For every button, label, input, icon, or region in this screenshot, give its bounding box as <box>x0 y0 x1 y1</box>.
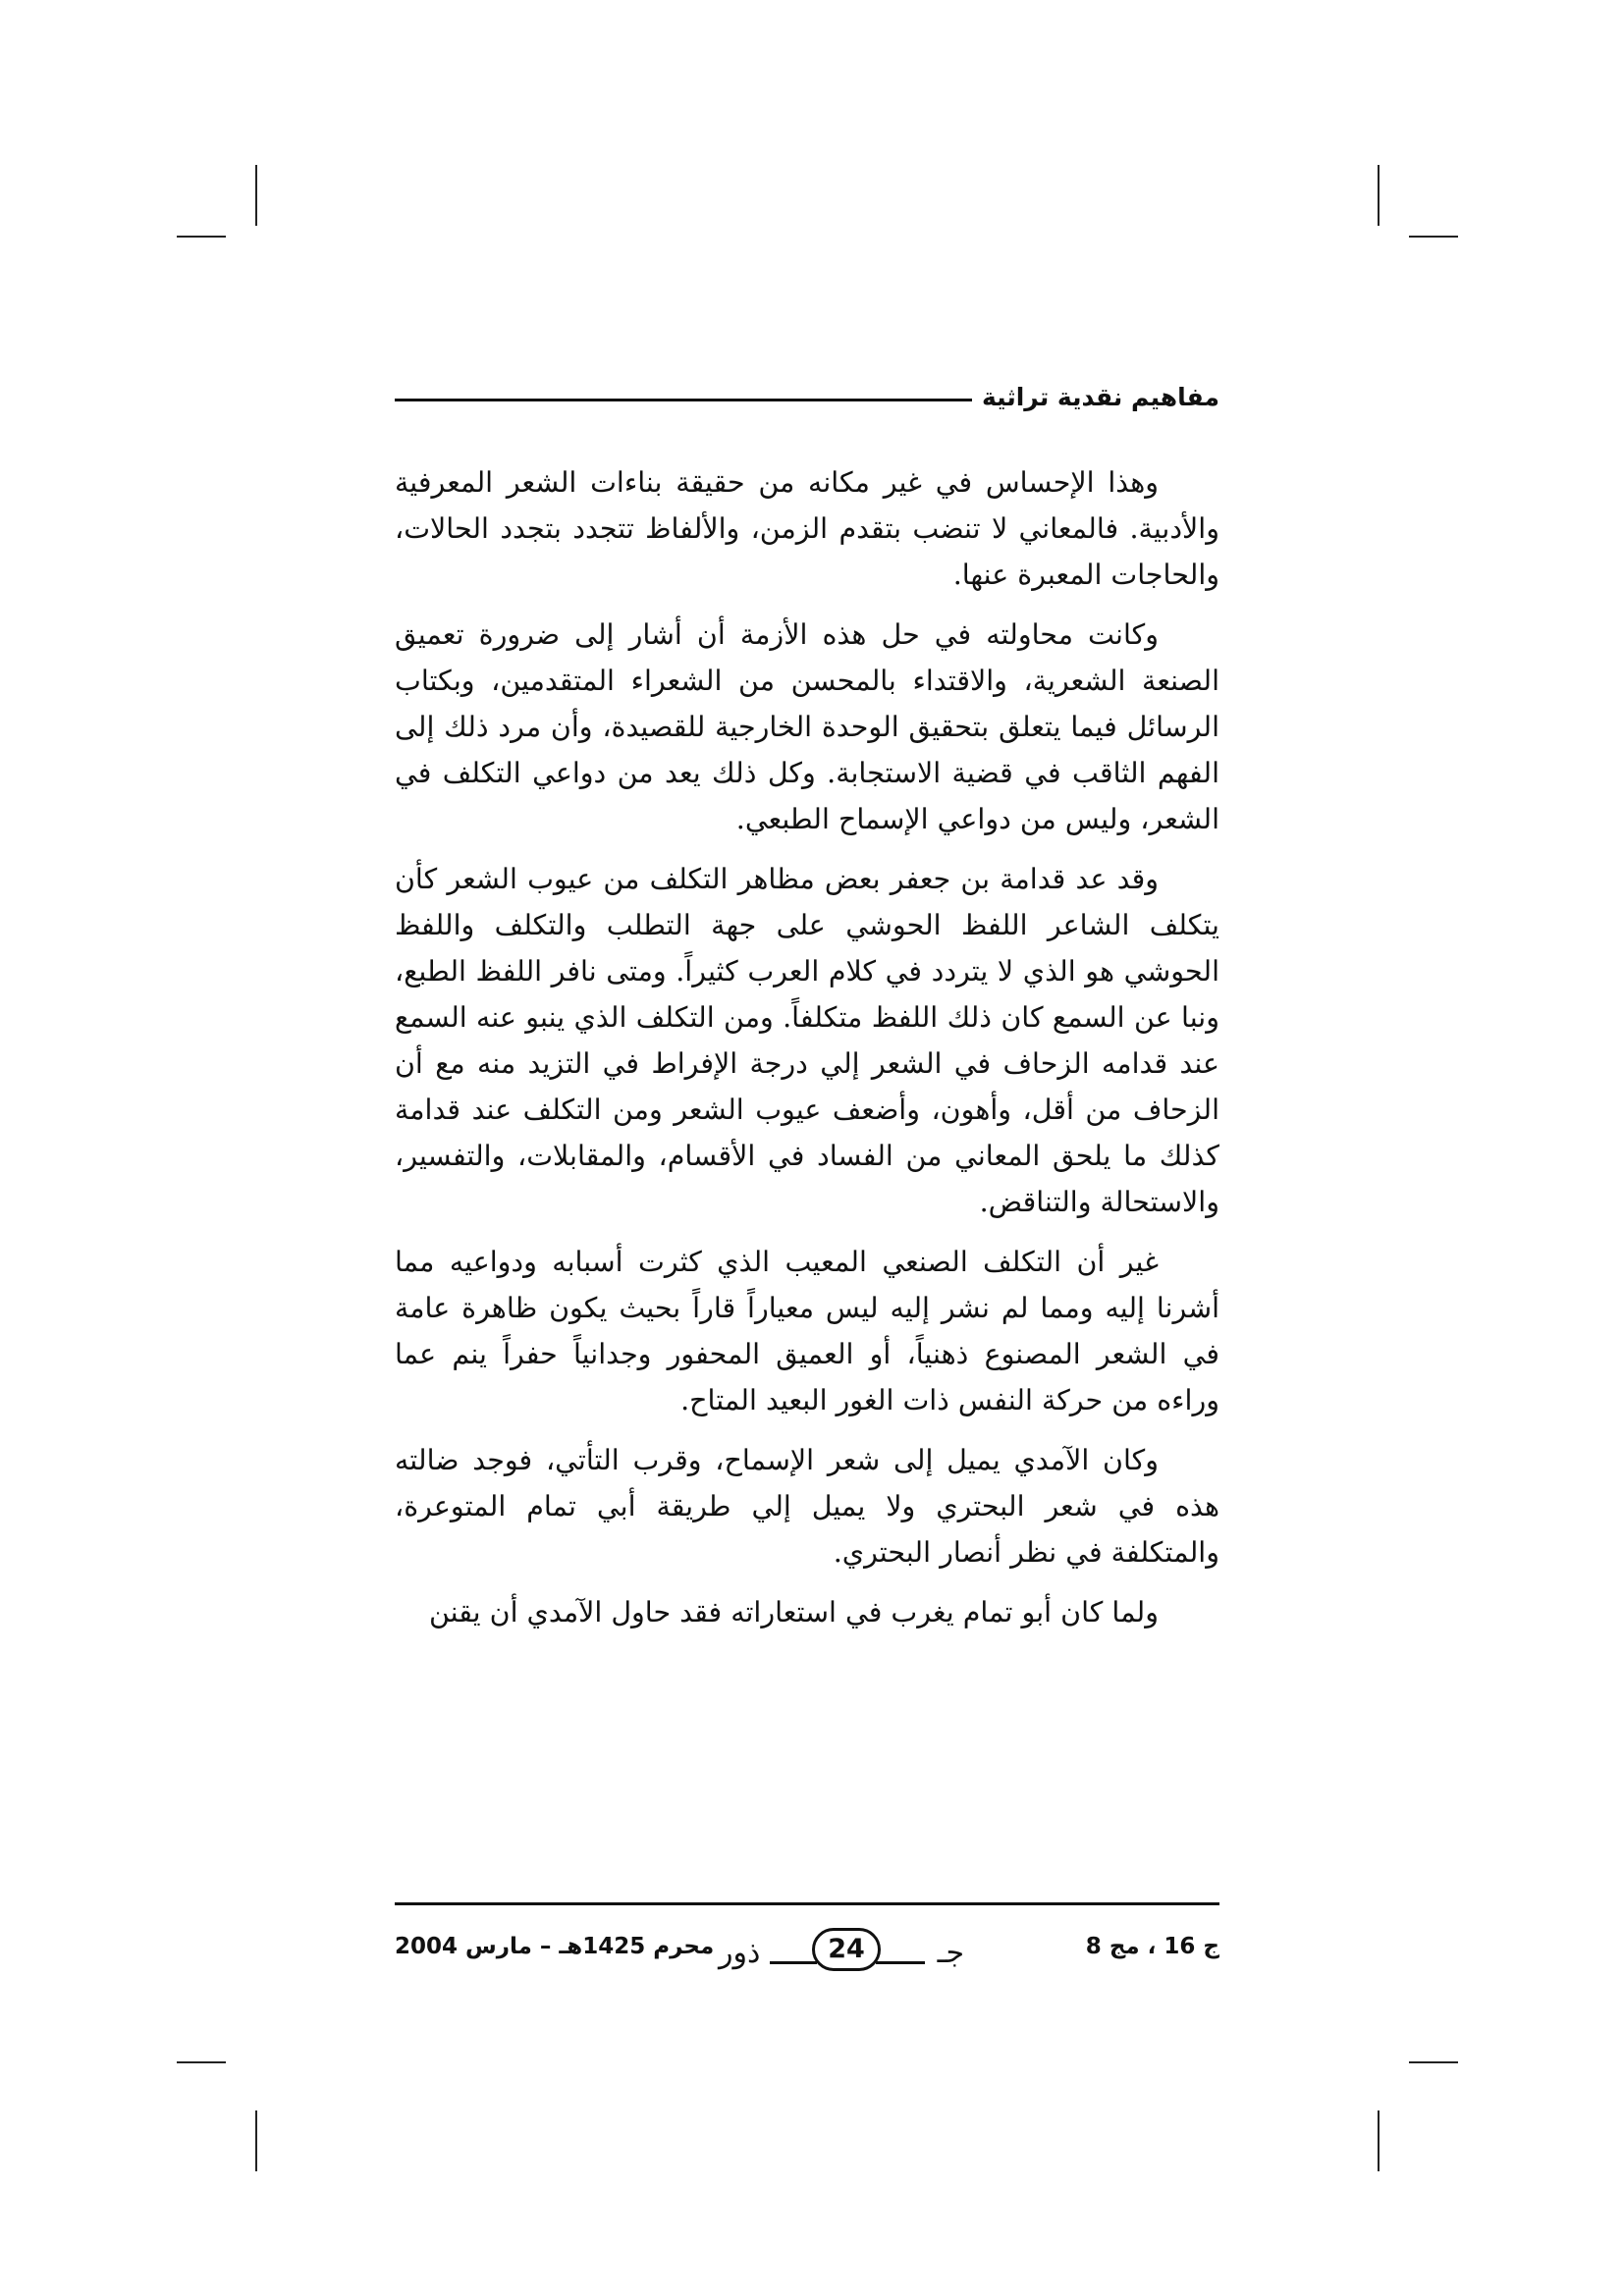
crop-mark-bottom-right-vertical <box>1378 2110 1380 2171</box>
page-footer <box>395 1924 1219 1983</box>
emblem-stroke-left <box>770 1961 817 1964</box>
crop-mark-bottom-left-horizontal <box>177 2061 226 2063</box>
article-body <box>395 459 1219 1649</box>
emblem-word-left: ذور <box>719 1936 761 1970</box>
paragraph: وهذا الإحساس في غير مكانه من حقيقة بناءات الشعر المعرفية والأدبية. فالمعاني لا تنضب بتقدم الزمن، والألفاظ تتجدد بتجدد الحالات، والحاجات المعبرة عنها. <box>395 466 1219 591</box>
crop-mark-bottom-left-vertical <box>255 2110 257 2171</box>
paragraph: ولما كان أبو تمام يغرب في استعاراته فقد حاول الآمدي أن يقنن <box>428 1596 1159 1629</box>
footer-rule <box>395 1902 1219 1905</box>
running-header-rule <box>395 399 972 401</box>
paragraph: غير أن التكلف الصنعي المعيب الذي كثرت أسبابه ودواعيه مما أشرنا إليه ومما لم نشر إليه ليس معياراً قاراً بحيث يكون ظاهرة عامة في الشعر المصنوع ذهنياً، أو العميق المحفور وجدانياً حفراً ينم عما وراءه من حركة النفس ذات الغور البعيد المتاح. <box>395 1246 1219 1416</box>
running-header-title: مفاهيم نقدية تراثية <box>981 382 1219 411</box>
journal-emblem <box>719 1924 964 1979</box>
paragraph: وقد عد قدامة بن جعفر بعض مظاهر التكلف من عيوب الشعر كأن يتكلف الشاعر اللفظ الحوشي على جهة التطلب والتكلف واللفظ الحوشي هو الذي لا يتردد في كلام العرب كثيراً. ومتى نافر اللفظ الطبع، ونبا عن السمع كان ذلك اللفظ متكلفاً. ومن التكلف الذي ينبو عنه السمع عند قدامه الزحاف في الشعر إلي درجة الإفراط في التزيد منه مع أن الزحاف من أقل، وأهون، وأضعف عيوب الشعر ومن التكلف عند قدامة كذلك ما يلحق المعاني من الفساد في الأقسام، والمقابلات، والتفسير، والاستحالة والتناقض. <box>395 863 1219 1218</box>
footer-date: محرم 1425هـ – مارس 2004 <box>395 1934 715 1959</box>
crop-mark-top-right-vertical <box>1378 165 1380 226</box>
crop-mark-bottom-right-horizontal <box>1409 2061 1458 2063</box>
footer-issue-volume: ج 16 ، مج 8 <box>1085 1934 1219 1959</box>
paragraph: وكان الآمدي يميل إلى شعر الإسماح، وقرب التأتي، فوجد ضالته هذه في شعر البحتري ولا يميل إلي طريقة أبي تمام المتوعرة، والمتكلفة في نظر أنصار البحتري. <box>395 1444 1219 1569</box>
crop-mark-top-right-horizontal <box>1409 236 1458 238</box>
emblem-stroke-right <box>876 1961 925 1964</box>
emblem-word-right: جـ <box>937 1936 964 1970</box>
page-number: 24 <box>812 1928 881 1971</box>
crop-mark-top-left-vertical <box>255 165 257 226</box>
paragraph: وكانت محاولته في حل هذه الأزمة أن أشار إلى ضرورة تعميق الصنعة الشعرية، والاقتداء بالمحسن من الشعراء المتقدمين، وبكتاب الرسائل فيما يتعلق بتحقيق الوحدة الخارجية للقصيدة، وأن مرد ذلك إلى الفهم الثاقب في قضية الاستجابة. وكل ذلك يعد من دواعي التكلف في الشعر، وليس من دواعي الإسماح الطبعي. <box>395 618 1219 835</box>
running-header <box>395 375 1219 418</box>
crop-mark-top-left-horizontal <box>177 236 226 238</box>
